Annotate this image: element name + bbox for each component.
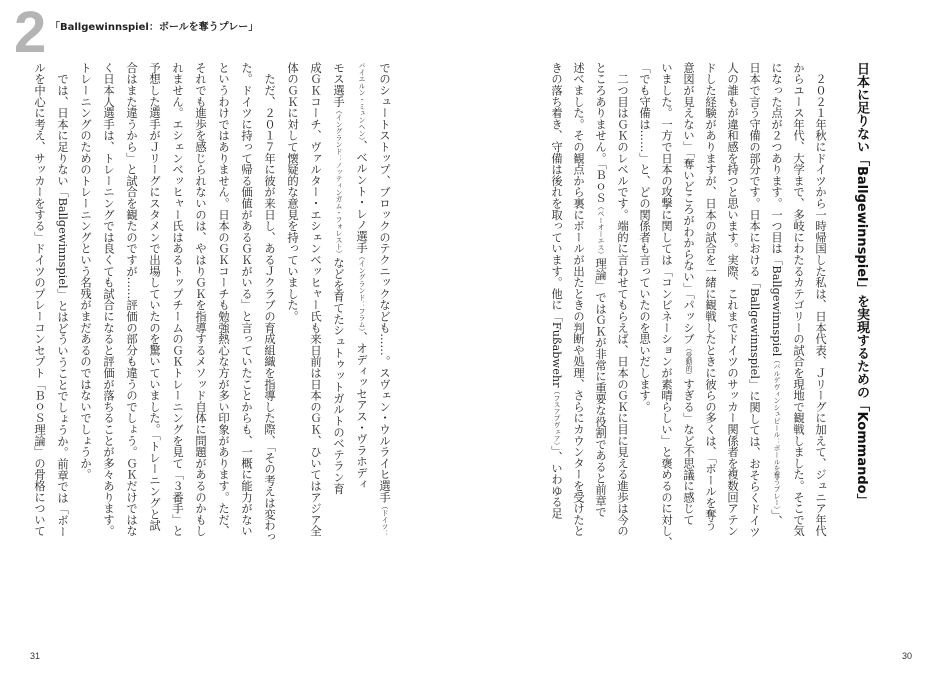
- annotation-note: （フスアプヴェア）: [552, 387, 560, 446]
- text-column: [611, 62, 633, 552]
- text-column: [809, 62, 831, 552]
- text-run: 日本で言う守備の部分です。日本における「Ballgewinnspiel」に関しては、おそらくドイツ: [748, 62, 761, 538]
- text-column: [589, 62, 611, 552]
- text-column: [51, 62, 74, 552]
- body-text-left: [28, 62, 396, 552]
- chapter-number: 2: [14, 0, 45, 65]
- text-column: [327, 62, 350, 552]
- text-column: [699, 62, 721, 552]
- text-run: く日本人選手は、トレーニングでは良くても試合になると評価が落ちることが多々あります。: [102, 62, 115, 537]
- text-run: 成ＧＫコーチ、ヴァルター・エシェンベッヒャー氏も来日前は日本のＧＫ、ひいてはアジア全: [309, 62, 322, 537]
- text-run: 」、: [770, 509, 783, 527]
- text-run: 述べました。その観点から裏にボールが出たときの判断や処理、さらにカウンターを受けたと: [572, 62, 585, 537]
- text-run: 意図が見えない」「奪いどころがわからない」「パッシブ: [682, 62, 695, 345]
- text-run: 」、いわゆる足: [550, 445, 563, 519]
- text-run: になった点が２つあります。一つ目は「Ballgewinnspiel: [770, 62, 783, 357]
- text-run: 理論」ではＧＫが非常に重要な役割であると前章で: [594, 257, 607, 518]
- text-column: [743, 62, 765, 552]
- text-run: トレーニングのためのトレーニングという名残がまだあるのではないでしょうか。: [79, 62, 92, 481]
- text-run: 「でも守備は……」と、どの関係者も言っていたのを思いだします。: [638, 62, 651, 413]
- text-column: [120, 62, 143, 552]
- text-column: [373, 62, 396, 552]
- text-run: 予想した選手がＪリーグにスタメンで出場していたのを驚いていました。「トレーニングと試: [148, 62, 161, 531]
- text-run: ２０２１年秋にドイツから一時帰国した私は、日本代表、Ｊリーグに加えて、ジュニア年代: [814, 62, 827, 537]
- text-run: モス選手: [332, 62, 345, 108]
- text-run: きの落ち着き、守備は後れを取っています。他に「Fußabwehr: [550, 62, 563, 388]
- text-run: では、日本に足りない「Ballgewinnspiel」とはどういうことでしょうか。前章では「ボー: [56, 62, 69, 538]
- text-run: というわけではありません。日本のＧＫコーチも勉強熱心な方が多い印象があります。ただ、: [217, 62, 230, 537]
- text-column: [143, 62, 166, 552]
- annotation-note: （受動的）: [684, 344, 692, 379]
- annotation-note: （バルゲヴィンシュピール：ボールを奪うプレー）: [772, 356, 780, 510]
- text-column: [304, 62, 327, 552]
- text-column: [281, 62, 304, 552]
- text-column: [350, 62, 373, 552]
- text-run: ドした経験がありますが、日本の試合を一緒に観戦したときに彼らの多くは、「ボールを奪う: [704, 62, 717, 531]
- text-column: [212, 62, 235, 552]
- text-column: [545, 62, 567, 552]
- text-column: [787, 62, 809, 552]
- text-column: [677, 62, 699, 552]
- text-column: [166, 62, 189, 552]
- annotation-note: （ベーオーエス）: [596, 203, 604, 258]
- text-column: [633, 62, 655, 552]
- text-run: などを育てたシュトゥットガルトのベテラン育: [332, 256, 345, 495]
- text-column: [97, 62, 120, 552]
- section-heading: 日本に足りない「Ballgewinnspiel」を実現するための「Kommando」: [854, 62, 869, 507]
- text-run: でのシュートストップ、ブロックのテクニックなども……。スヴェン・ウルライヒ選手: [378, 62, 391, 503]
- text-run: 人の誰もが違和感を持つと思います。実際、これまでドイツのサッカー関係者を複数回アテン: [726, 62, 739, 537]
- page-number: 30: [902, 651, 913, 661]
- annotation-note: （イングランド：ノッティンガム・フォレスト）: [334, 107, 342, 257]
- text-column: [765, 62, 787, 552]
- text-run: いました。一方で日本の攻撃に関しては「コンビネーションが素晴らしい」と褒めるのに対し、: [660, 62, 673, 548]
- text-column: [74, 62, 97, 552]
- running-head: 「Ballgewinnspiel：ボールを奪うプレー」: [50, 22, 259, 33]
- text-run: それでも進歩を感じられないのは、やはりＧＫを指導するメソッド自体に問題があるのかもし: [194, 62, 207, 537]
- text-run: れません。エシェンベッヒャー氏はあるトップチームのＧＫトレーニングを見て「３番手」と: [171, 62, 184, 537]
- text-column: [258, 62, 281, 552]
- annotation-note: （ドイツ：: [380, 502, 388, 537]
- annotation-note: バイエルン・ミュンヘン）: [357, 62, 365, 141]
- text-column: [567, 62, 589, 552]
- text-run: ただ、２０１７年に彼が来日し、あるＪクラブの育成組織を指導した際、「その考えは変わっ: [263, 62, 276, 543]
- text-run: ルを中心に考え、サッカーをする」ドイツのプレーコンセプト「ＢｏＳ理論」の骨格について: [33, 62, 46, 537]
- text-run: 合はまた違うから」と試合を観たのですが……評価の部分も違うのでしょう。ＧＫだけではな: [125, 62, 138, 537]
- text-column: [189, 62, 212, 552]
- page-30: [470, 0, 940, 691]
- text-run: からユース年代、大学まで、多岐にわたるカテゴリーの試合を現地で観戦しました。そこで気: [792, 62, 805, 537]
- text-run: た。ドイツに持って帰る価値があるＧＫがいる」と言っていたことからも、一概に能力がない: [240, 62, 253, 537]
- text-column: [28, 62, 51, 552]
- text-run: 、オディッセアス・ヴラホディ: [355, 331, 368, 490]
- text-run: ところありません。「ＢｏＳ: [594, 62, 607, 204]
- text-run: すぎる」など不思議に感じて: [682, 378, 695, 526]
- page-number: 31: [30, 651, 41, 661]
- annotation-note: （イングランド：フラム）: [357, 253, 365, 332]
- text-run: 体のＧＫに対して懐疑的な意見を持っていました。: [286, 62, 299, 322]
- text-run: 、ベルント・レノ選手: [355, 140, 368, 254]
- text-column: [235, 62, 258, 552]
- text-run: 二つ目はＧＫのレベルです。端的に言わせてもらえば、日本のＧＫに目に見える進歩は今の: [616, 62, 629, 537]
- body-text-right: [545, 62, 831, 552]
- text-column: [721, 62, 743, 552]
- text-column: [655, 62, 677, 552]
